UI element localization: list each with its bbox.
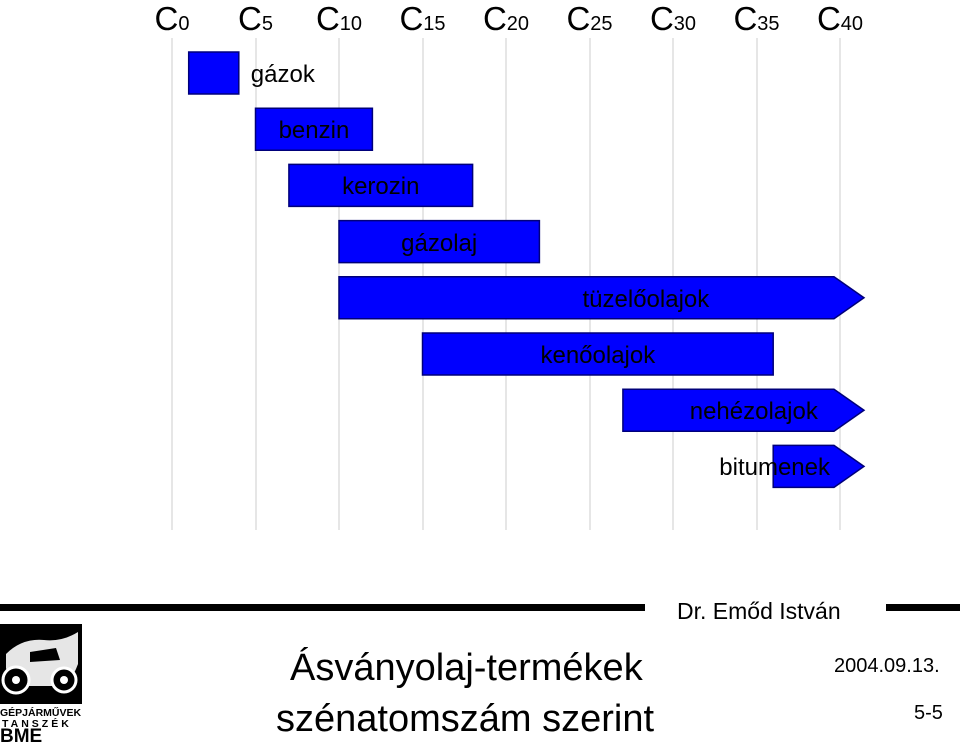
carbon-label-prefix: C (238, 0, 262, 37)
footer-rule-right (886, 604, 960, 611)
carbon-label-number: 20 (506, 13, 530, 35)
carbon-label-prefix: C (482, 0, 507, 37)
slide-title-line2: szénatomszám szerint (276, 698, 655, 740)
carbon-label-prefix: C (649, 0, 674, 37)
range-bar-label: nehézolajok (689, 398, 818, 426)
carbon-label-number: 0 (178, 13, 190, 35)
range-bar-label: tüzelőolajok (582, 285, 710, 313)
carbon-label-prefix: C (154, 0, 179, 37)
range-bar-label: gázolaj (401, 229, 478, 257)
logo-text-line2: TANSZÉK (2, 718, 72, 730)
carbon-label-number: 15 (423, 13, 446, 35)
carbon-label-prefix: C (733, 0, 758, 37)
slide-title-line1: Ásványolaj-termékek (290, 647, 643, 689)
carbon-label-prefix: C (315, 0, 340, 37)
range-bar-label: bitumenek (719, 454, 830, 482)
carbon-label-number: 25 (590, 13, 613, 35)
logo-text-line3: BME (0, 726, 43, 747)
carbon-label-number: 5 (261, 13, 273, 35)
carbon-label-number: 40 (840, 13, 864, 35)
slide-date: 2004.09.13. (834, 655, 940, 677)
footer-rule-left (0, 604, 645, 611)
page-number: 5-5 (914, 702, 943, 724)
logo-text-line1: GÉPJÁRMŰVEK (0, 707, 82, 719)
carbon-label-prefix: C (816, 0, 841, 37)
range-bar-label: kerozin (342, 173, 420, 201)
carbon-label-prefix: C (566, 0, 591, 37)
range-bar-0 (189, 52, 239, 94)
carbon-label-number: 35 (757, 13, 780, 35)
range-bar-label: gázok (250, 61, 315, 88)
range-bar-label: kenőolajok (540, 342, 656, 369)
carbon-label-number: 30 (673, 13, 697, 35)
author-name: Dr. Emőd István (677, 598, 841, 624)
carbon-label-prefix: C (399, 0, 424, 37)
carbon-label-number: 10 (339, 13, 363, 35)
range-bar-label: benzin (278, 117, 350, 145)
